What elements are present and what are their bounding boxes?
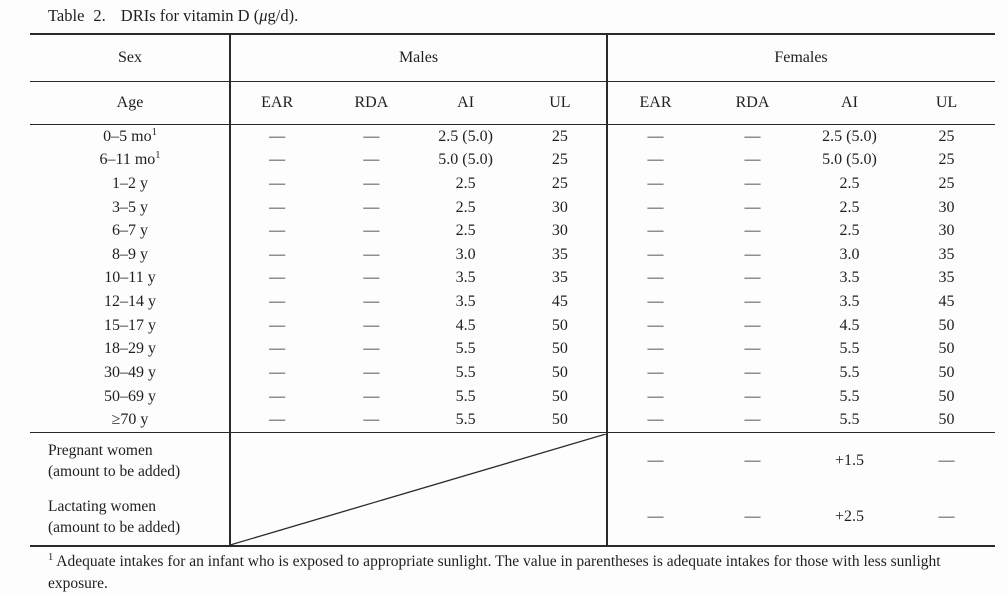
value-cell: — (363, 340, 380, 358)
age-cell: 6–7 y (112, 222, 148, 240)
value-cell: — (647, 245, 664, 263)
value-cell: 25 (938, 127, 955, 145)
value-cell: 50 (938, 387, 955, 405)
value-cell: 5.5 (455, 411, 476, 429)
value-cell: — (363, 127, 380, 145)
value-cell: — (269, 245, 286, 263)
value-cell: — (363, 387, 380, 405)
value-cell: 5.0 (5.0) (438, 151, 493, 169)
value-cell: 5.5 (839, 363, 860, 381)
value-cell: 35 (551, 245, 568, 263)
value-cell: 2.5 (455, 175, 476, 193)
table-row (30, 149, 995, 173)
value-cell: — (363, 411, 380, 429)
age-cell: 12–14 y (104, 293, 156, 311)
value-cell: — (269, 127, 286, 145)
value-cell: — (647, 316, 664, 334)
females-ear-header: EAR (639, 94, 672, 111)
value-cell: — (647, 198, 664, 216)
value-cell: — (363, 245, 380, 263)
value-cell: — (363, 222, 380, 240)
value-cell: — (647, 222, 664, 240)
footnote-text: Adequate intakes for an infant who is exposed to appropriate sunlight. The value in parentheses is adequate intakes for those with less sunlight exposure. (48, 553, 941, 592)
value-cell: 50 (551, 316, 568, 334)
value-cell: — (744, 452, 761, 469)
dri-table (30, 33, 995, 547)
value-cell: 5.5 (839, 340, 860, 358)
value-cell: — (744, 363, 761, 381)
value-cell: 2.5 (455, 222, 476, 240)
age-cell: 1–2 y (112, 175, 148, 193)
value-cell: — (744, 175, 761, 193)
value-cell: — (647, 151, 664, 169)
value-cell: — (647, 293, 664, 311)
females-header: Females (774, 49, 828, 66)
sex-header-row (30, 35, 995, 82)
value-cell: 4.5 (839, 316, 860, 334)
value-cell: +1.5 (834, 452, 865, 469)
value-cell: — (647, 452, 664, 469)
table-body (30, 125, 995, 433)
value-cell: — (269, 316, 286, 334)
value-cell: 5.0 (5.0) (822, 151, 877, 169)
value-cell: 5.5 (839, 411, 860, 429)
value-cell: 5.5 (455, 363, 476, 381)
value-cell: — (744, 316, 761, 334)
value-cell: 3.5 (455, 293, 476, 311)
age-cell: 18–29 y (104, 340, 156, 358)
females-ul-header: UL (935, 94, 958, 111)
table-caption (48, 6, 298, 26)
value-cell: — (269, 222, 286, 240)
value-cell: — (363, 316, 380, 334)
value-cell: — (269, 340, 286, 358)
value-cell: — (363, 198, 380, 216)
males-header: Males (398, 49, 439, 66)
table-row (30, 337, 995, 361)
value-cell: 30 (551, 222, 568, 240)
value-cell: 50 (551, 411, 568, 429)
value-cell: — (744, 508, 761, 525)
value-cell: — (269, 411, 286, 429)
age-cell: 0–5 $mo^1$ (103, 126, 157, 145)
value-cell: — (363, 293, 380, 311)
value-cell: — (269, 175, 286, 193)
value-cell: 50 (551, 387, 568, 405)
value-cell: — (647, 363, 664, 381)
age-cell: 8–9 y (112, 245, 148, 263)
value-cell: 3.0 (839, 245, 860, 263)
sex-header: Sex (118, 49, 142, 66)
value-cell: — (647, 175, 664, 193)
caption-text-end: g/d). (267, 6, 299, 25)
table-row (30, 385, 995, 409)
value-cell: 3.0 (455, 245, 476, 263)
value-cell: — (269, 363, 286, 381)
value-cell: — (744, 387, 761, 405)
special-label (30, 440, 230, 482)
value-cell: — (744, 245, 761, 263)
value-cell: 25 (551, 175, 568, 193)
value-cell: 5.5 (455, 340, 476, 358)
females-rda-header: RDA (735, 94, 770, 111)
special-label-line2: (amount to be added) (48, 463, 181, 480)
value-cell: — (363, 151, 380, 169)
value-cell: — (269, 387, 286, 405)
caption-mu: μ (259, 6, 268, 25)
age-header: Age (116, 94, 144, 111)
vertical-rule-middle (606, 35, 608, 545)
diagonal-line (230, 434, 606, 545)
value-cell: 50 (938, 363, 955, 381)
table-row (30, 361, 995, 385)
caption-text: DRIs for vitamin D ( (120, 6, 260, 25)
value-cell: — (744, 293, 761, 311)
value-cell: — (744, 340, 761, 358)
value-cell: — (744, 127, 761, 145)
males-ai-header: AI (457, 94, 475, 111)
value-cell: — (744, 411, 761, 429)
footnote (48, 551, 996, 594)
value-cell: — (744, 269, 761, 287)
value-cell: +2.5 (834, 508, 865, 525)
value-cell: — (269, 269, 286, 287)
value-cell: 30 (938, 222, 955, 240)
value-cell: — (744, 198, 761, 216)
value-cell: — (647, 269, 664, 287)
value-cell: 2.5 (839, 222, 860, 240)
footnote-marker: 1 (48, 552, 54, 563)
value-cell: 30 (551, 198, 568, 216)
caption-label: Table (48, 6, 85, 25)
special-label-line2: (amount to be added) (48, 519, 181, 536)
value-cell: — (938, 452, 955, 469)
table-row (30, 314, 995, 338)
value-cell: 25 (938, 151, 955, 169)
table-row (30, 172, 995, 196)
value-cell: 5.5 (839, 387, 860, 405)
special-label-line1: Pregnant women (48, 442, 153, 459)
value-cell: — (363, 175, 380, 193)
value-cell: — (647, 411, 664, 429)
value-cell: 45 (551, 293, 568, 311)
value-cell: — (647, 127, 664, 145)
value-cell: — (647, 387, 664, 405)
value-cell: 35 (938, 269, 955, 287)
age-cell: 6–11 $mo^1$ (99, 150, 161, 169)
table-row (30, 408, 995, 432)
value-cell: 25 (551, 151, 568, 169)
table-row (30, 243, 995, 267)
age-cell: 50–69 y (104, 387, 156, 405)
value-cell: 4.5 (455, 316, 476, 334)
value-cell: — (269, 151, 286, 169)
value-cell: 2.5 (5.0) (822, 127, 877, 145)
value-cell: 50 (551, 340, 568, 358)
value-cell: 25 (551, 127, 568, 145)
value-cell: 50 (938, 411, 955, 429)
value-cell: 45 (938, 293, 955, 311)
value-cell: 25 (938, 175, 955, 193)
value-cell: — (647, 508, 664, 525)
value-cell: 2.5 (5.0) (438, 127, 493, 145)
value-cell: — (938, 508, 955, 525)
value-cell: 50 (551, 363, 568, 381)
special-label (30, 496, 230, 538)
value-cell: 2.5 (839, 198, 860, 216)
value-cell: 3.5 (839, 269, 860, 287)
table-row (30, 219, 995, 243)
value-cell: — (269, 293, 286, 311)
age-cell: 30–49 y (104, 363, 156, 381)
males-rda-header: RDA (354, 94, 389, 111)
value-cell: — (744, 222, 761, 240)
age-cell: 3–5 y (112, 198, 148, 216)
value-cell: 3.5 (455, 269, 476, 287)
value-cell: 2.5 (839, 175, 860, 193)
value-cell: — (647, 340, 664, 358)
males-ul-header: UL (549, 94, 571, 111)
table-row (30, 267, 995, 291)
value-cell: — (363, 363, 380, 381)
value-cell: — (744, 151, 761, 169)
age-cell: ≥70 y (111, 411, 149, 429)
value-cell: 50 (938, 340, 955, 358)
value-cell: — (269, 198, 286, 216)
table-row (30, 196, 995, 220)
females-ai-header: AI (841, 94, 858, 111)
table-row (30, 290, 995, 314)
age-cell: 10–11 y (104, 269, 156, 287)
value-cell: 30 (938, 198, 955, 216)
value-cell: 3.5 (839, 293, 860, 311)
value-cell: 35 (551, 269, 568, 287)
special-label-line1: Lactating women (48, 498, 157, 515)
age-cell: 15–17 y (104, 316, 156, 334)
value-cell: 2.5 (455, 198, 476, 216)
column-header-row (30, 82, 995, 125)
males-ear-header: EAR (261, 94, 294, 111)
caption-number: 2. (93, 6, 106, 25)
value-cell: 5.5 (455, 387, 476, 405)
table-row (30, 125, 995, 149)
value-cell: — (363, 269, 380, 287)
value-cell: 35 (938, 245, 955, 263)
value-cell: 50 (938, 316, 955, 334)
